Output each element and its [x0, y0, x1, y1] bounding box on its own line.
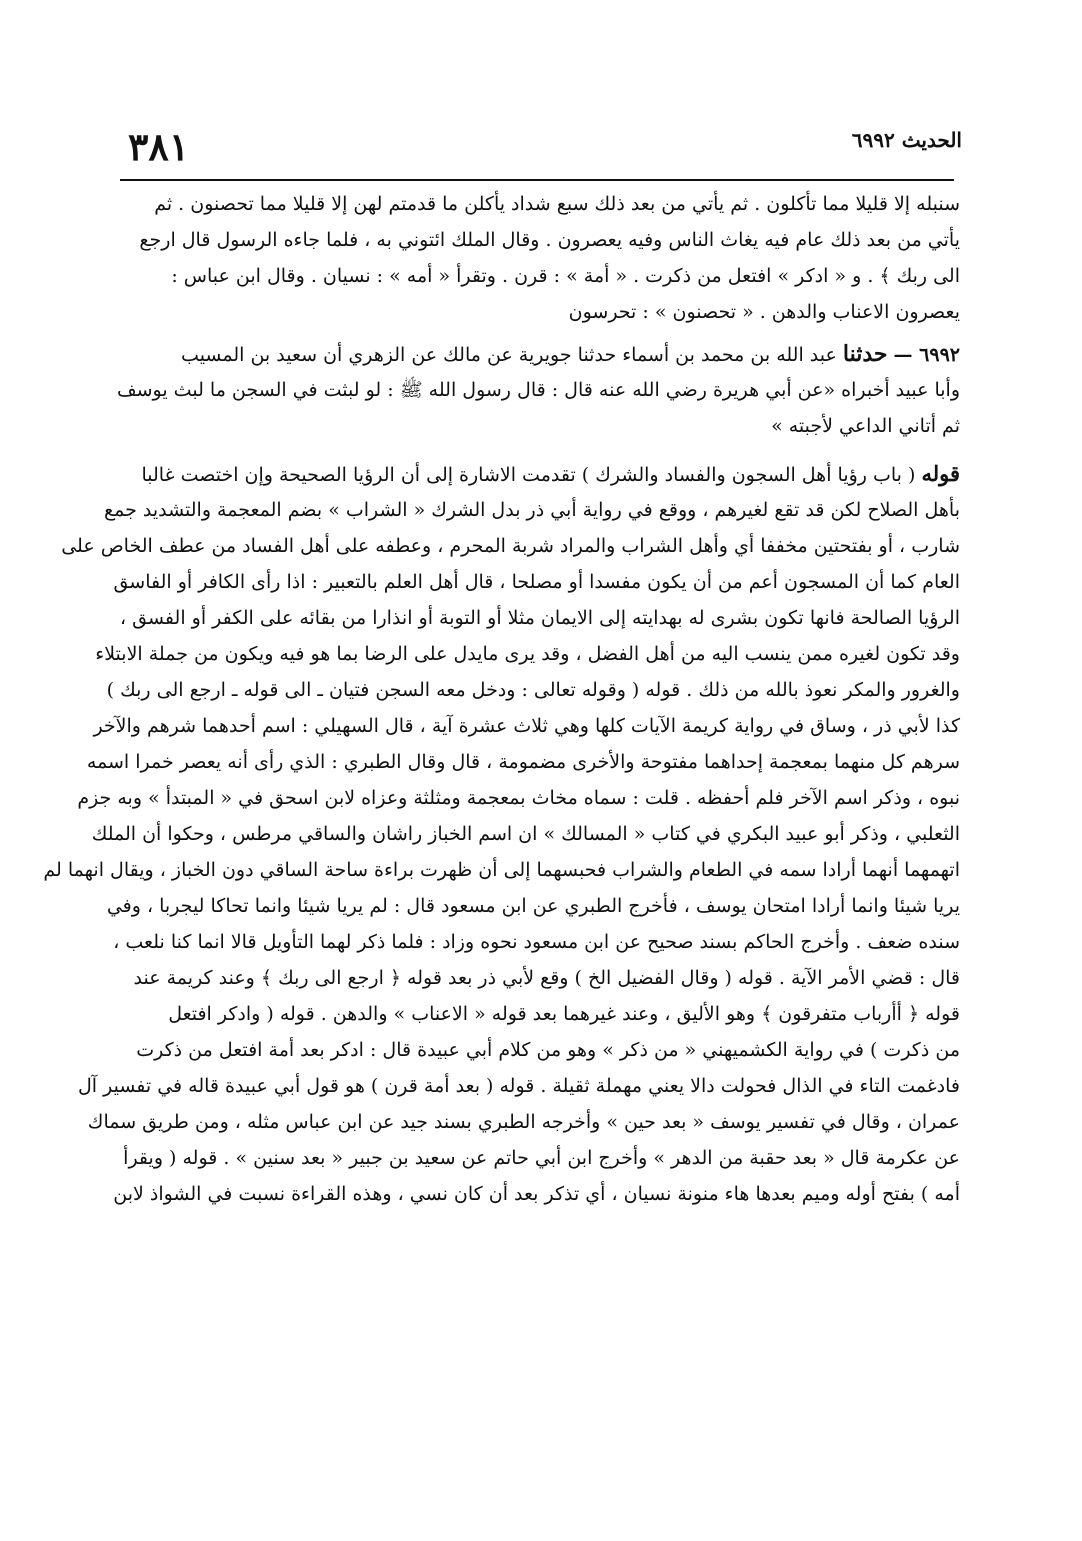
- hadith-line: [136, 336, 960, 372]
- quran-section: [136, 186, 960, 330]
- commentary-line: نبوه ، وذكر اسم الآخر فلم أحفظه . قلت : سماه مخاث بمعجمة ومثلثة وعزاه لابن اسحق في « المبتدأ » وبه جزم: [77, 787, 960, 809]
- commentary-line: من ذكرت ) في رواية الكشميهني « من ذكر » وهو من كلام أبي عبيدة قال : ادكر بعد أمة افتعل من ذكرت: [136, 1039, 960, 1061]
- hadith-line: ثم أتاني الداعي لأجبته »: [771, 415, 960, 437]
- commentary-line: شارب ، أو بفتحتين مخففا أي وأهل الشراب والمراد شربة المحرم ، وعطفه على أهل الفساد من عطف الخاص على: [61, 535, 960, 557]
- haddathana-word: حدثنا: [842, 341, 888, 367]
- text-line: يأتي من بعد ذلك عام فيه يغاث الناس وفيه يعصرون . وقال الملك ائتوني به ، فلما جاءه الرسول قال ارجع: [139, 229, 960, 251]
- commentary-text: ( باب رؤيا أهل السجون والفساد والشرك ) تقدمت الاشارة إلى أن الرؤيا الصحيحة وإن اختصت غالبا: [141, 464, 922, 486]
- commentary-line: [136, 456, 960, 492]
- running-head: الحديث ٦٩٩٢: [851, 128, 962, 152]
- commentary-line: قال : قضي الأمر الآية . قوله ( وقال الفضيل الخ ) وقع لأبي ذر بعد قوله ﴿ ارجع الى ربك ﴾ وعند كريمة عند: [133, 967, 960, 989]
- text-line: الى ربك ﴾ . و « ادكر » افتعل من ذكرت . « أمة » : قرن . وتقرأ « أمه » : نسيان . وقال ابن عباس :: [171, 265, 960, 287]
- commentary-line: الثعلبي ، وذكر أبو عبيد البكري في كتاب « المسالك » ان اسم الخباز راشان والساقي مرطس ، وحكوا أن الملك: [91, 823, 960, 845]
- commentary-section: [43, 456, 960, 1212]
- qawluhu-marker: قوله: [921, 461, 960, 486]
- header-rule: [120, 179, 954, 181]
- hadith-number: ٦٩٩٢ —: [893, 344, 960, 366]
- commentary-line: سنده ضعف . وأخرج الحاكم بسند صحيح عن ابن مسعود نحوه وزاد : فلما ذكر لهما التأويل قالا انما كنا نلعب ،: [113, 931, 960, 953]
- commentary-line: سرهم كل منهما بمعجمة إحداهما مفتوحة والأخرى مضمومة ، قال وقال الطبري : الذي رأى أنه يعصر خمرا اسمه: [86, 751, 960, 773]
- page-header: [120, 124, 962, 180]
- page-body: [43, 186, 960, 1521]
- commentary-line: كذا لأبي ذر ، وساق في رواية كريمة الآيات كلها وهي ثلاث عشرة آية ، قال السهيلي : اسم أحدهما شرهم والآخر: [93, 715, 960, 737]
- commentary-line: العام كما أن المسجون أعم من أن يكون مفسدا أو مصلحا ، قال أهل العلم بالتعبير : اذا رأى الكافر أو الفاسق: [113, 571, 960, 593]
- commentary-line: قوله ﴿ أأرباب متفرقون ﴾ وهو الأليق ، وعند غيرهما بعد قوله « الاعناب » والدهن . قوله ( وادكر افتعل: [168, 1003, 960, 1025]
- hadith-section: [116, 336, 960, 444]
- commentary-line: عمران ، وقال في تفسير يوسف « بعد حين » وأخرجه الطبري بسند جيد عن ابن عباس مثله ، ومن طريق سماك: [87, 1111, 960, 1133]
- hadith-line: وأبا عبيد أخبراه «عن أبي هريرة رضي الله عنه قال : قال رسول الله ﷺ : لو لبثت في السجن ما لبث يوسف: [116, 379, 960, 401]
- commentary-line: أمه ) بفتح أوله وميم بعدها هاء منونة نسيان ، أي تذكر بعد أن كان نسي ، وهذه القراءة نسبت في الشواذ لابن: [113, 1183, 960, 1205]
- text-line: يعصرون الاعناب والدهن . « تحصنون » : تحرسون: [568, 301, 960, 323]
- commentary-line: الرؤيا الصالحة فانها تكون بشرى له بهدايته إلى الايمان مثلا أو التوبة أو انذارا من بقائه على الكفر أو الفسق ،: [119, 607, 960, 629]
- page-number: ٣٨١: [128, 124, 190, 169]
- commentary-line: بأهل الصلاح لكن قد تقع لغيرهم ، ووقع في رواية أبي ذر بدل الشرك « الشراب » بضم المعجمة والتشديد جمع: [103, 499, 960, 521]
- commentary-line: والغرور والمكر نعوذ بالله من ذلك . قوله ( وقوله تعالى : ودخل معه السجن فتيان ـ الى قوله ـ ارجع الى ربك ): [106, 679, 960, 701]
- commentary-line: فادغمت التاء في الذال فحولت دالا يعني مهملة ثقيلة . قوله ( بعد أمة قرن ) هو قول أبي عبيدة قاله في تفسير آل: [77, 1075, 960, 1097]
- hadith-text: عبد الله بن محمد بن أسماء حدثنا جويرية عن مالك عن الزهري أن سعيد بن المسيب: [181, 344, 837, 366]
- text-line: سنبله إلا قليلا مما تأكلون . ثم يأتي من بعد ذلك سبع شداد يأكلن ما قدمتم لهن إلا قليلا مما تحصنون . ثم: [154, 193, 960, 215]
- spacer: [136, 444, 960, 456]
- commentary-line: يريا شيئا وانما أرادا امتحان يوسف ، فأخرج الطبري عن ابن مسعود قال : لم يريا شيئا وانما تحاكا ليجربا ، وفي: [106, 895, 960, 917]
- commentary-line: عن عكرمة قال « بعد حقبة من الدهر » وأخرج ابن أبي حاتم عن سعيد بن جبير « بعد سنين » . قوله ( ويقرأ: [123, 1147, 960, 1169]
- commentary-line: وقد تكون لغيره ممن ينسب اليه من أهل الفضل ، وقد يرى مايدل على الرضا بما هو فيه ويكون من جملة الابتلاء: [95, 643, 960, 665]
- commentary-line: اتهمهما أنهما أرادا سمه في الطعام والشراب فحبسهما إلى أن ظهرت براءة ساحة الساقي دون الخباز ، ويقال انهما لم: [43, 859, 960, 881]
